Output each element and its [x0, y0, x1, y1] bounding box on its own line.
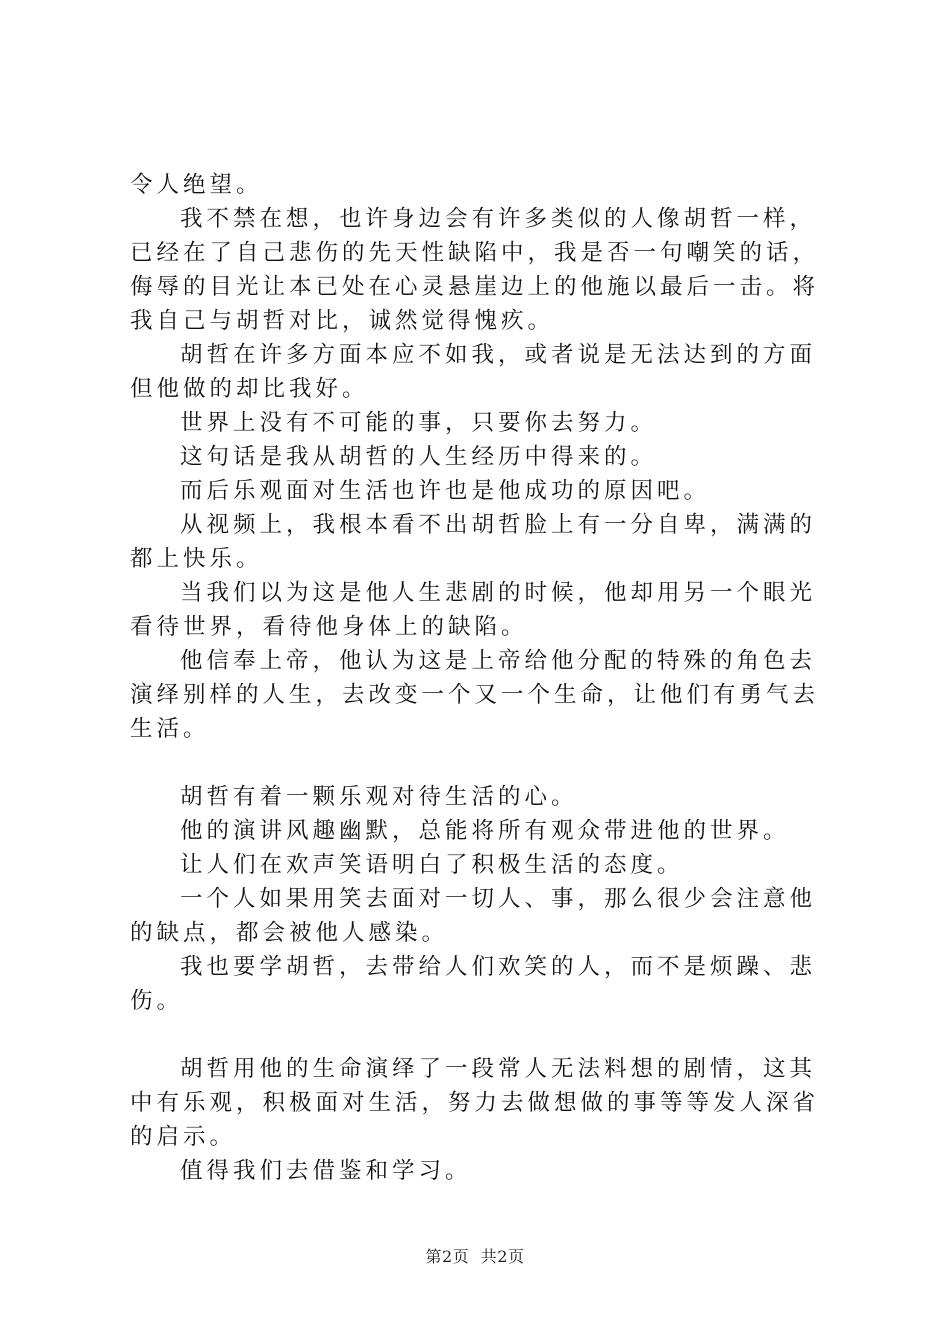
paragraph: 胡哲在许多方面本应不如我，或者说是无法达到的方面但他做的却比我好。 — [130, 342, 817, 402]
paragraph: 而后乐观面对生活也许也是他成功的原因吧。 — [180, 478, 711, 504]
paragraph: 让人们在欢声笑语明白了积极生活的态度。 — [180, 852, 684, 878]
paragraph: 一个人如果用笑去面对一切人、事，那么很少会注意他的缺点，都会被他人感染。 — [130, 886, 817, 946]
paragraph: 他的演讲风趣幽默，总能将所有观众带进他的世界。 — [180, 818, 790, 844]
paragraph: 胡哲用他的生命演绎了一段常人无法料想的剧情，这其中有乐观，积极面对生活，努力去做想做的事等等发人深省的启示。 — [130, 1056, 820, 1150]
page-number: 第2页 — [425, 1247, 470, 1266]
paragraph-gap — [130, 1018, 830, 1052]
paragraph-gap — [130, 746, 830, 780]
paragraph: 胡哲有着一颗乐观对待生活的心。 — [180, 784, 578, 810]
paragraph: 世界上没有不可能的事，只要你去努力。 — [180, 410, 658, 436]
paragraph: 从视频上，我根本看不出胡哲脸上有一分自卑，满满的都上快乐。 — [130, 512, 817, 572]
paragraph: 值得我们去借鉴和学习。 — [180, 1158, 472, 1184]
paragraph: 当我们以为这是他人生悲剧的时候，他却用另一个眼光看待世界，看待他身体上的缺陷。 — [130, 580, 817, 640]
paragraph: 他信奉上帝，他认为这是上帝给他分配的特殊的角色去演绎别样的人生，去改变一个又一个生命，让他们有勇气去生活。 — [130, 648, 820, 742]
paragraph: 我也要学胡哲，去带给人们欢笑的人，而不是烦躁、悲伤。 — [130, 954, 817, 1014]
paragraph: 令人绝望。 — [130, 172, 263, 198]
paragraph: 这句话是我从胡哲的人生经历中得来的。 — [180, 444, 658, 470]
paragraph: 我不禁在想，也许身边会有许多类似的人像胡哲一样，已经在了自己悲伤的先天性缺陷中，我是否一句嘲笑的话，侮辱的目光让本已处在心灵悬崖边上的他施以最后一击。将我自己与胡哲对比，诚然觉得愧疚。 — [130, 206, 820, 334]
page-footer — [0, 1244, 950, 1267]
page-total: 共2页 — [480, 1247, 525, 1266]
document-body — [130, 168, 830, 1188]
